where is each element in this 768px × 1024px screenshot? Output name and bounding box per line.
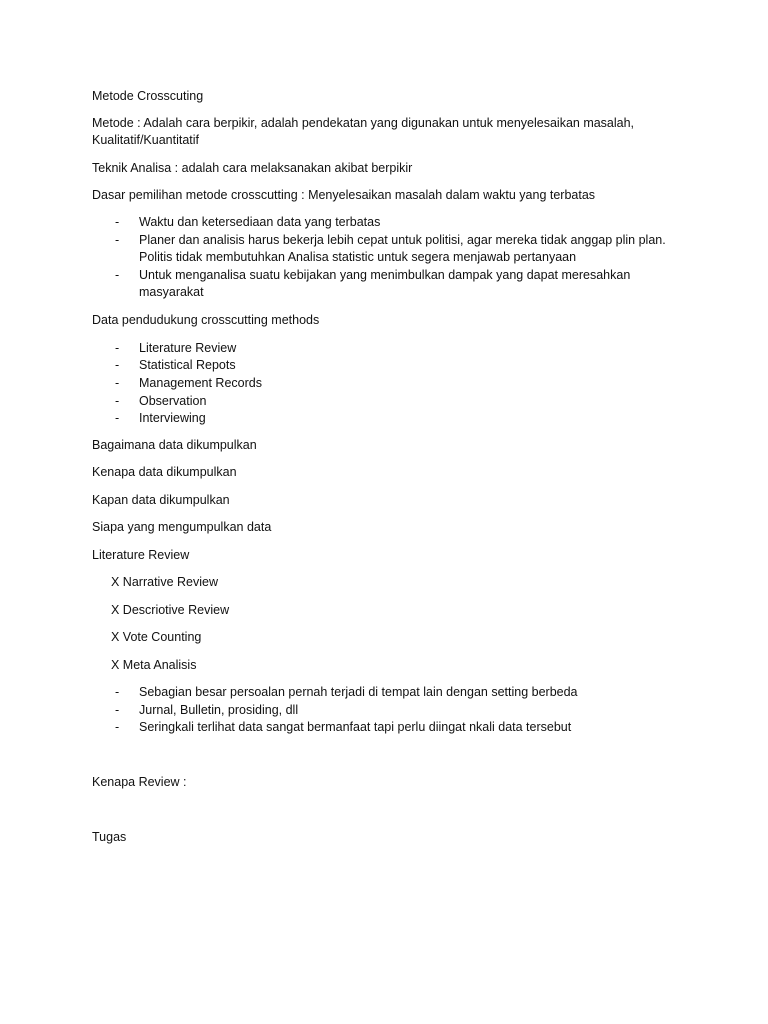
list-item: Literature Review <box>139 341 237 355</box>
literature-review-heading: Literature Review <box>92 548 190 562</box>
tugas-heading: Tugas <box>92 830 127 844</box>
bullet-dash: - <box>115 720 120 734</box>
metode-paragraph: Metode : Adalah cara berpikir, adalah pendekatan yang digunakan untuk menyelesaikan masalah, Kualitatif/Kuantitatif <box>92 116 635 147</box>
doc-title: Metode Crosscuting <box>92 89 204 103</box>
bullet-dash: - <box>115 215 120 229</box>
x-item: X Vote Counting <box>111 630 202 644</box>
question-line: Siapa yang mengumpulkan data <box>92 520 272 534</box>
x-item: X Descriotive Review <box>111 603 230 617</box>
list-item: Seringkali terlihat data sangat bermanfaat tapi perlu diingat nkali data tersebut <box>139 720 572 734</box>
question-line: Kenapa data dikumpulkan <box>92 465 237 479</box>
list-item: Jurnal, Bulletin, prosiding, dll <box>139 703 299 717</box>
x-item: X Narrative Review <box>111 575 218 589</box>
bullet-dash: - <box>115 268 120 282</box>
question-line: Bagaimana data dikumpulkan <box>92 438 257 452</box>
dasar-paragraph: Dasar pemilihan metode crosscutting : Menyelesaikan masalah dalam waktu yang terbatas <box>92 188 596 202</box>
teknik-paragraph: Teknik Analisa : adalah cara melaksanakan akibat berpikir <box>92 161 413 175</box>
bullet-dash: - <box>115 376 120 390</box>
list-item: Management Records <box>139 376 262 390</box>
bullet-dash: - <box>115 703 120 717</box>
list-item: Planer dan analisis harus bekerja lebih cepat untuk politisi, agar mereka tidak anggap plin plan. Politis tidak membutuhkan Analisa statistic untuk segera menjawab pertanyaan <box>139 233 666 264</box>
question-line: Kapan data dikumpulkan <box>92 493 230 507</box>
bullet-dash: - <box>115 341 120 355</box>
bullet-dash: - <box>115 685 120 699</box>
bullet-dash: - <box>115 394 120 408</box>
list-item: Observation <box>139 394 207 408</box>
bullet-dash: - <box>115 358 120 372</box>
list-item: Interviewing <box>139 411 206 425</box>
list-item: Untuk menganalisa suatu kebijakan yang menimbulkan dampak yang dapat meresahkan masyarakat <box>139 268 631 299</box>
bullet-dash: - <box>115 233 120 247</box>
list-item: Statistical Repots <box>139 358 236 372</box>
data-pendukung-heading: Data pendudukung crosscutting methods <box>92 313 320 327</box>
x-item: X Meta Analisis <box>111 658 197 672</box>
list-item: Waktu dan ketersediaan data yang terbatas <box>139 215 381 229</box>
kenapa-review-heading: Kenapa Review : <box>92 775 187 789</box>
bullet-dash: - <box>115 411 120 425</box>
list-item: Sebagian besar persoalan pernah terjadi di tempat lain dengan setting berbeda <box>139 685 578 699</box>
